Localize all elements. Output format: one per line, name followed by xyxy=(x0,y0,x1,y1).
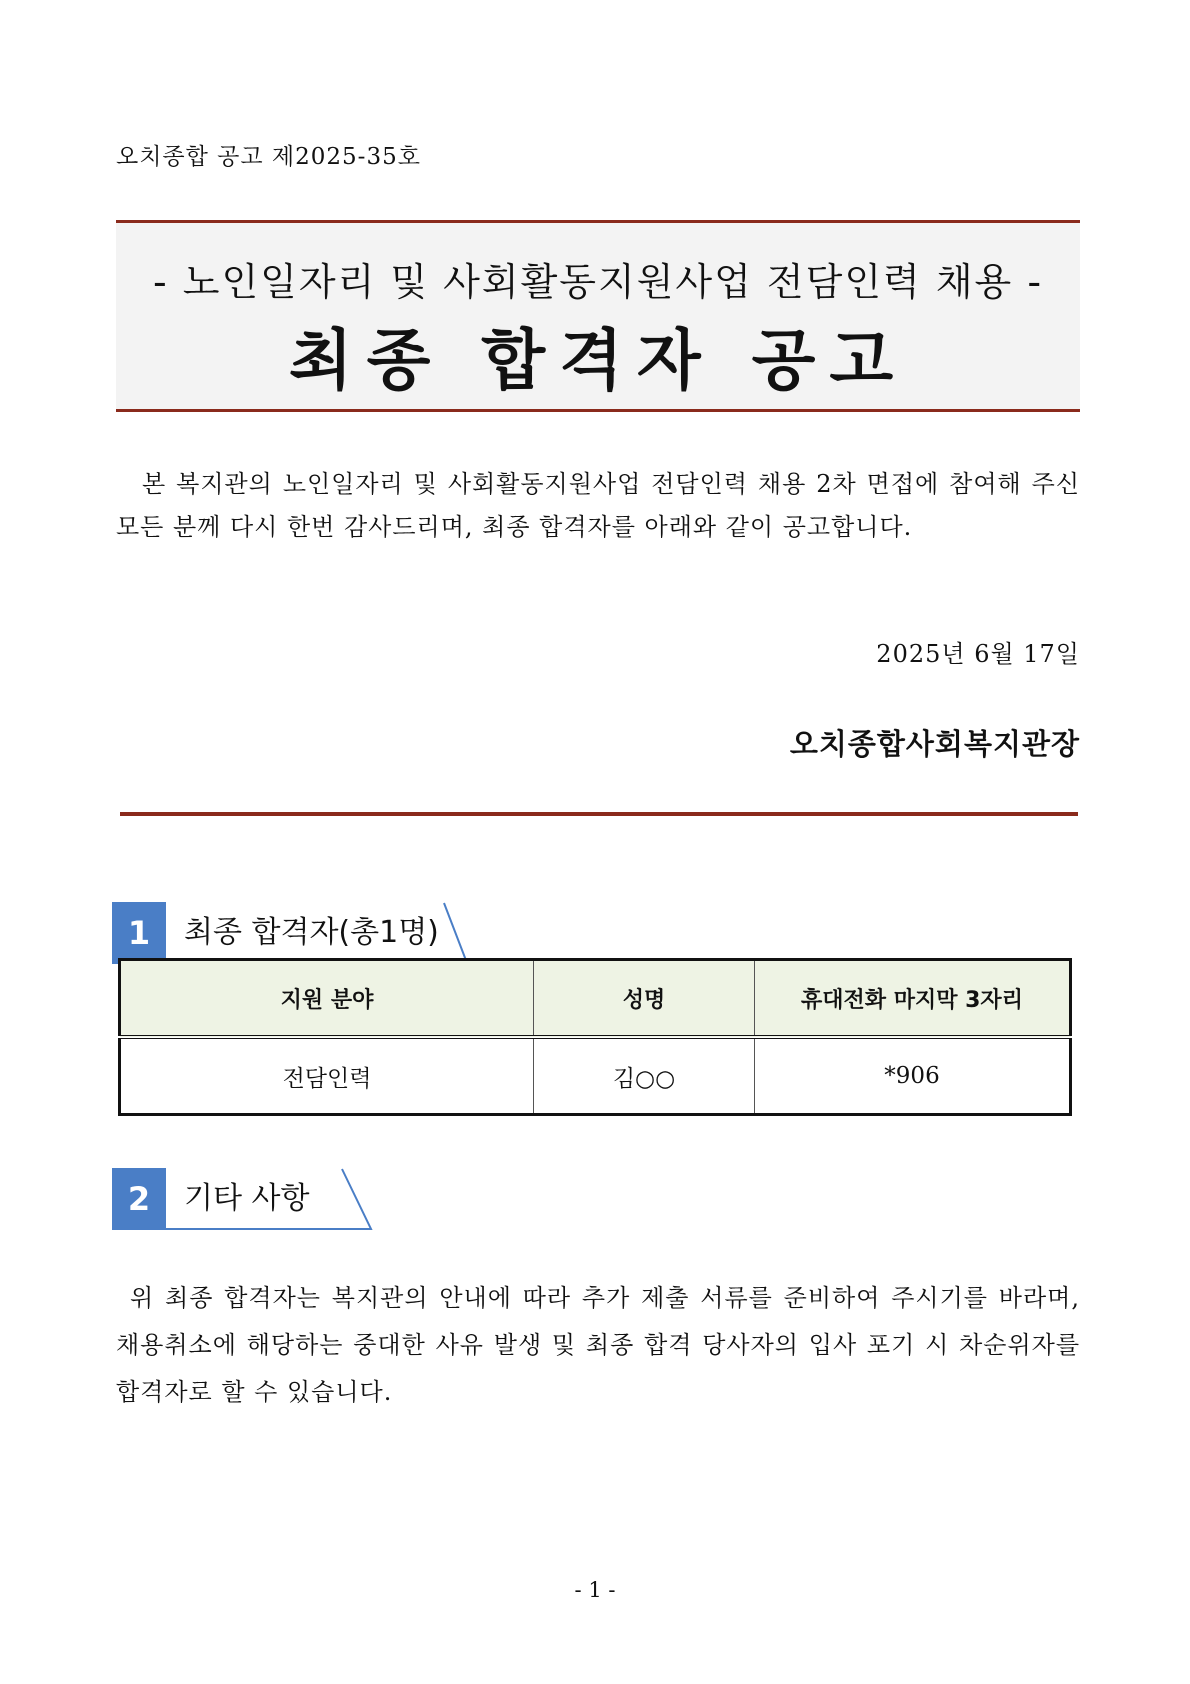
intro-paragraph: 본 복지관의 노인일자리 및 사회활동지원사업 전담인력 채용 2차 면접에 참여해 주신 모든 분께 다시 한번 감사드리며, 최종 합격자를 아래와 같이 공고합니다. xyxy=(116,470,1080,541)
divider-line xyxy=(120,812,1078,816)
section-1-number: 1 xyxy=(112,902,166,964)
table-row xyxy=(120,1037,1071,1115)
section-1-header xyxy=(112,902,492,964)
title-box xyxy=(116,220,1080,412)
section-2-header xyxy=(112,1168,402,1230)
column-header-field: 지원 분야 xyxy=(120,960,534,1038)
section-2-title: 기타 사항 xyxy=(184,1181,310,1216)
notice-date: 2025년 6월 17일 xyxy=(876,640,1080,668)
other-notes-paragraph: 위 최종 합격자는 복지관의 안내에 따라 추가 제출 서류를 준비하여 주시기를 바라며, 채용취소에 해당하는 중대한 사유 발생 및 최종 합격 당사자의 입사 포기 시 차순위자를 합격자로 할 수 있습니다. xyxy=(116,1284,1080,1406)
section-2-underline xyxy=(112,1168,402,1232)
section-1-title: 최종 합격자(총1명) xyxy=(184,915,439,950)
cell-field: 전담인력 xyxy=(282,1065,372,1092)
organization-signature: 오치종합사회복지관장 xyxy=(789,727,1080,761)
cell-phone: *906 xyxy=(755,1037,1071,1115)
cell-name: 김○○ xyxy=(534,1037,755,1115)
section-1-underline xyxy=(112,902,492,966)
notice-number: 오치종합 공고 제2025-35호 xyxy=(116,144,421,170)
column-header-name: 성명 xyxy=(534,960,755,1038)
document-subtitle: - 노인일자리 및 사회활동지원사업 전담인력 채용 - xyxy=(152,260,1044,304)
section-2-number: 2 xyxy=(112,1168,166,1230)
page-number: - 1 - xyxy=(574,1578,616,1602)
document-title: 최종 합격자 공고 xyxy=(288,322,908,399)
column-header-phone: 휴대전화 마지막 3자리 xyxy=(755,960,1071,1038)
final-candidates-table xyxy=(118,958,1072,1116)
table-header-row xyxy=(120,960,1071,1038)
